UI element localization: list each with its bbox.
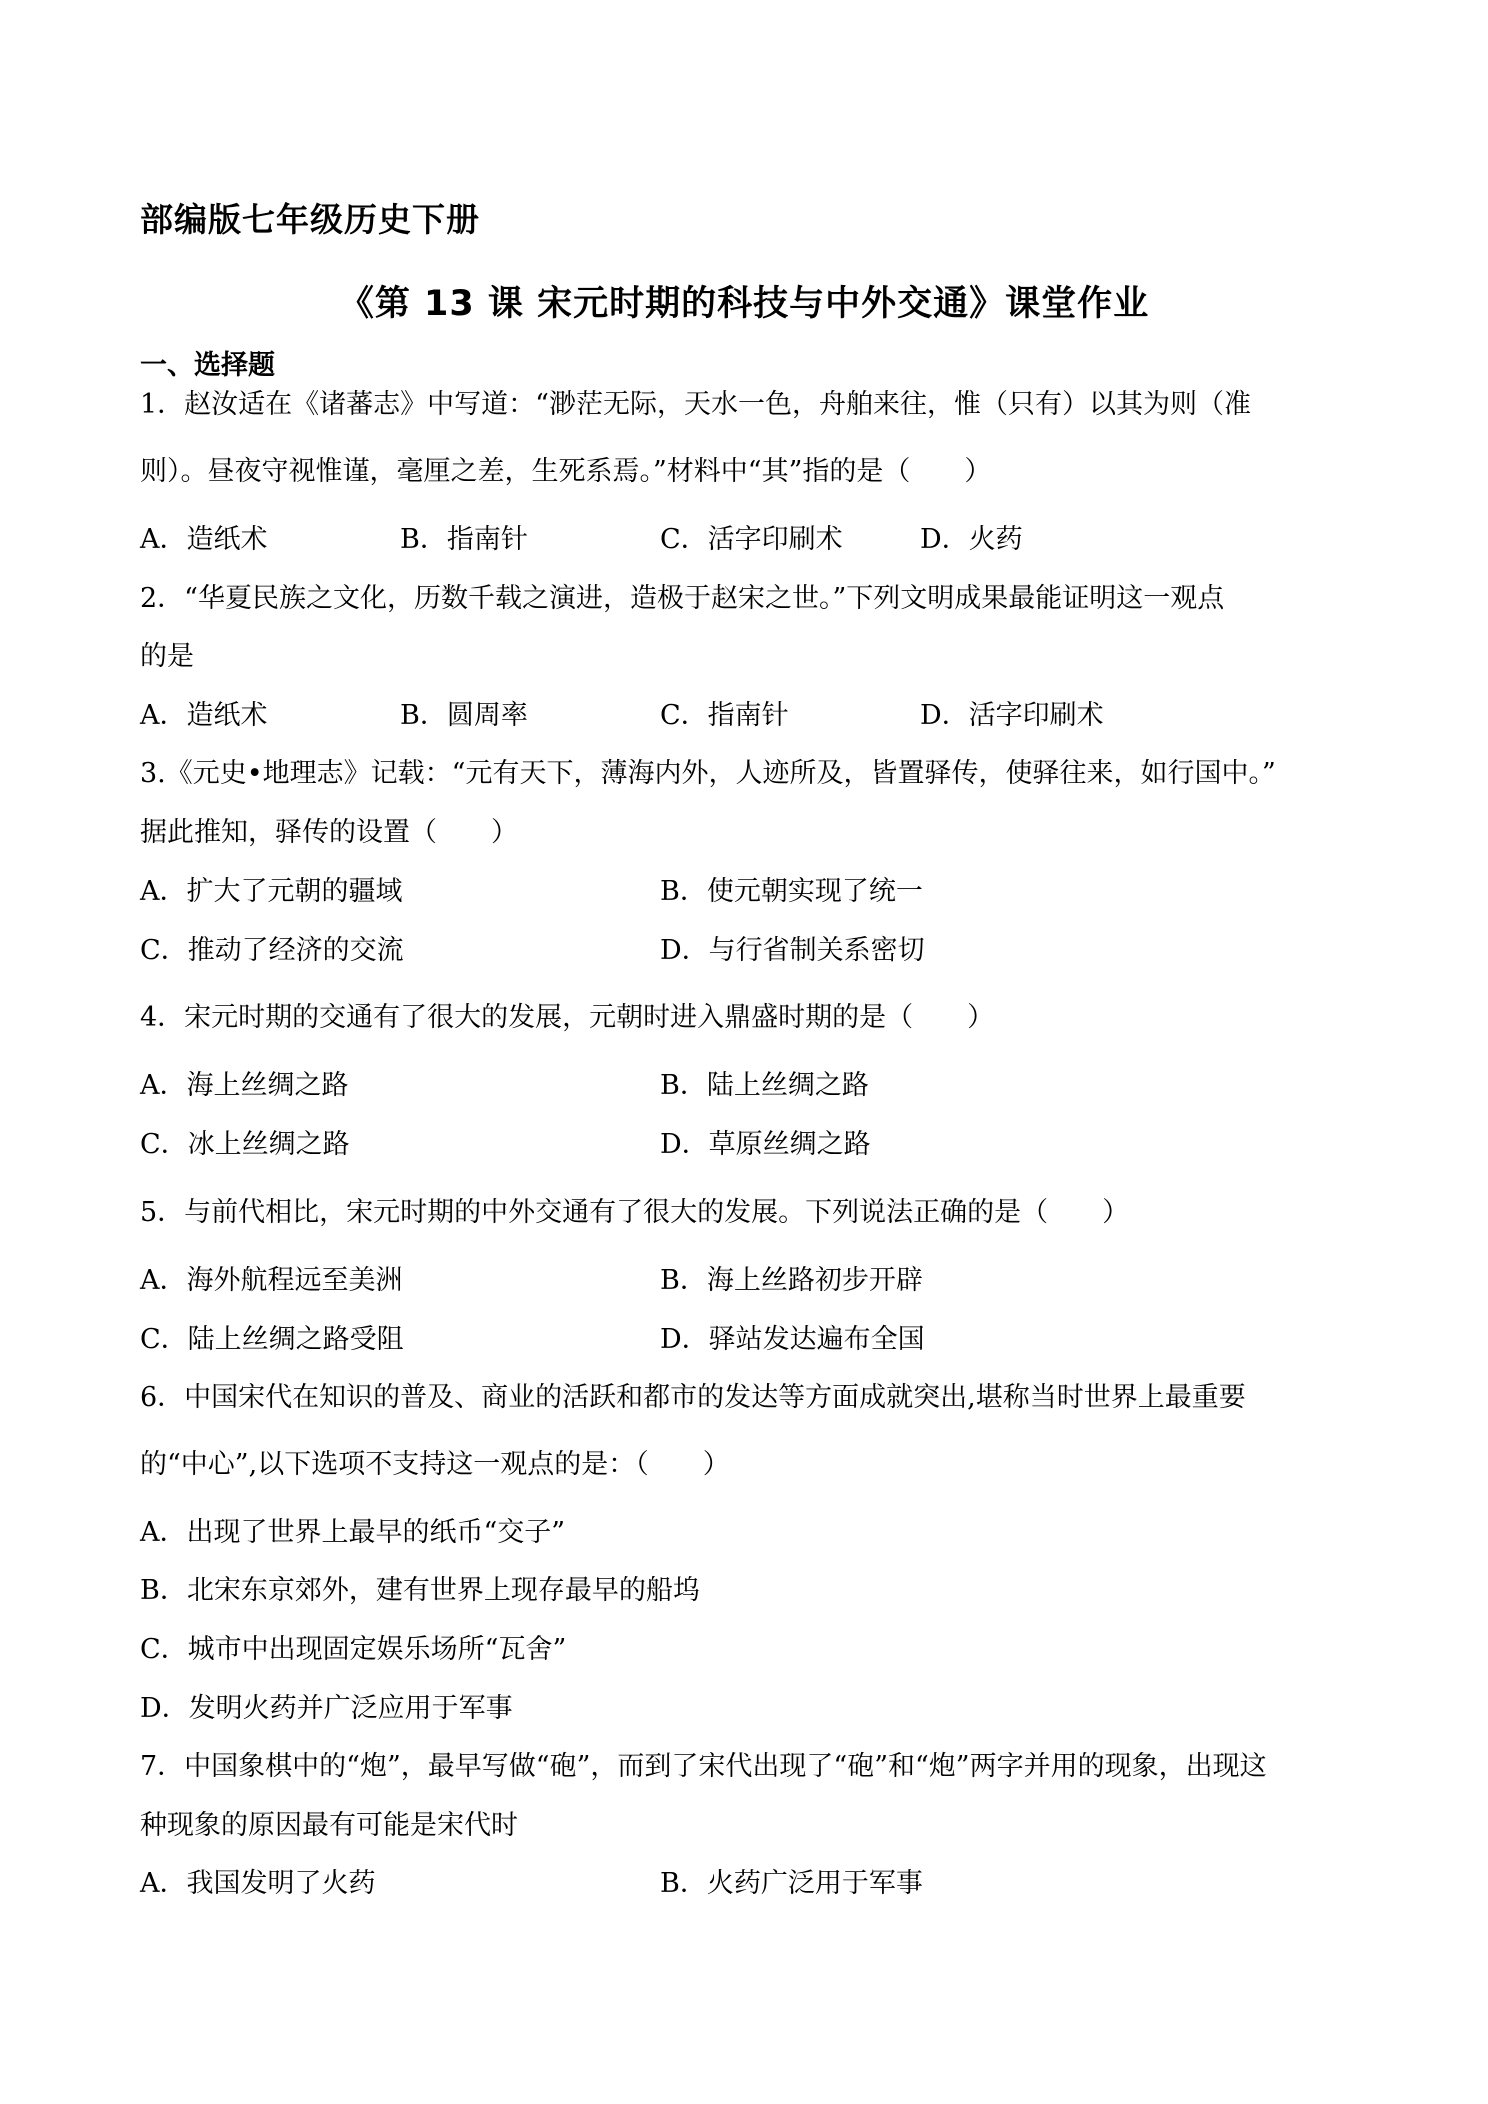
question-1-option-a: A．造纸术: [140, 524, 268, 555]
question-4-option-c: C．冰上丝绸之路: [140, 1129, 350, 1160]
question-3-option-b: B．使元朝实现了统一: [660, 876, 923, 907]
section-heading: 一、选择题: [140, 350, 275, 381]
question-5-option-c: C．陆上丝绸之路受阻: [140, 1324, 404, 1355]
question-5-option-a: A．海外航程远至美洲: [140, 1265, 403, 1296]
question-4-line-1: 4．宋元时期的交通有了很大的发展，元朝时进入鼎盛时期的是（ ）: [140, 1002, 995, 1033]
question-2-option-d: D．活字印刷术: [920, 700, 1104, 731]
question-6-line-1: 6．中国宋代在知识的普及、商业的活跃和都市的发达等方面成就突出,堪称当时世界上最重要: [140, 1382, 1246, 1413]
question-5-line-1: 5．与前代相比，宋元时期的中外交通有了很大的发展。下列说法正确的是（ ）: [140, 1197, 1130, 1228]
question-1-line-2: 则）。昼夜守视惟谨，毫厘之差，生死系焉。”材料中“其”指的是（ ）: [140, 456, 992, 487]
question-3-option-c: C．推动了经济的交流: [140, 935, 404, 966]
question-7-line-1: 7．中国象棋中的“炮”，最早写做“砲”，而到了宋代出现了“砲”和“炮”两字并用的现象，出现这: [140, 1751, 1267, 1782]
question-1-option-b: B．指南针: [400, 524, 528, 555]
question-3-option-d: D．与行省制关系密切: [660, 935, 925, 966]
question-2-option-b: B．圆周率: [400, 700, 528, 731]
question-5-option-b: B．海上丝路初步开辟: [660, 1265, 923, 1296]
page-title: 《第 13 课 宋元时期的科技与中外交通》课堂作业: [338, 284, 1150, 324]
question-6-option-c: C．城市中出现固定娱乐场所“瓦舍”: [140, 1634, 567, 1665]
question-5-option-d: D．驿站发达遍布全国: [660, 1324, 925, 1355]
question-2-option-a: A．造纸术: [140, 700, 268, 731]
question-1-option-c: C．活字印刷术: [660, 524, 843, 555]
question-1-option-d: D．火药: [920, 524, 1023, 555]
question-2-line-2: 的是: [140, 641, 194, 672]
question-2-line-1: 2．“华夏民族之文化，历数千载之演进，造极于赵宋之世。”下列文明成果最能证明这一观点: [140, 583, 1225, 614]
question-1-line-1: 1．赵汝适在《诸蕃志》中写道：“渺茫无际，天水一色，舟舶来往，惟（只有）以其为则（准: [140, 389, 1251, 420]
question-4-option-b: B．陆上丝绸之路: [660, 1070, 869, 1101]
question-6-option-a: A．出现了世界上最早的纸币“交子”: [140, 1517, 566, 1548]
question-4-option-a: A．海上丝绸之路: [140, 1070, 349, 1101]
textbook-header: 部编版七年级历史下册: [140, 200, 480, 239]
question-7-option-a: A．我国发明了火药: [140, 1868, 376, 1899]
question-2-option-c: C．指南针: [660, 700, 789, 731]
question-3-option-a: A．扩大了元朝的疆域: [140, 876, 403, 907]
question-6-line-2: 的“中心”,以下选项不支持这一观点的是：（ ）: [140, 1449, 730, 1480]
question-6-option-b: B．北宋东京郊外，建有世界上现存最早的船坞: [140, 1575, 700, 1606]
question-6-option-d: D．发明火药并广泛应用于军事: [140, 1693, 513, 1724]
question-4-option-d: D．草原丝绸之路: [660, 1129, 871, 1160]
question-7-line-2: 种现象的原因最有可能是宋代时: [140, 1810, 518, 1841]
question-7-option-b: B．火药广泛用于军事: [660, 1868, 923, 1899]
question-3-line-2: 据此推知，驿传的设置（ ）: [140, 817, 518, 848]
question-3-line-1: 3.《元史•地理志》记载：“元有天下，薄海内外，人迹所及，皆置驿传，使驿往来，如行国中。”: [140, 758, 1276, 789]
